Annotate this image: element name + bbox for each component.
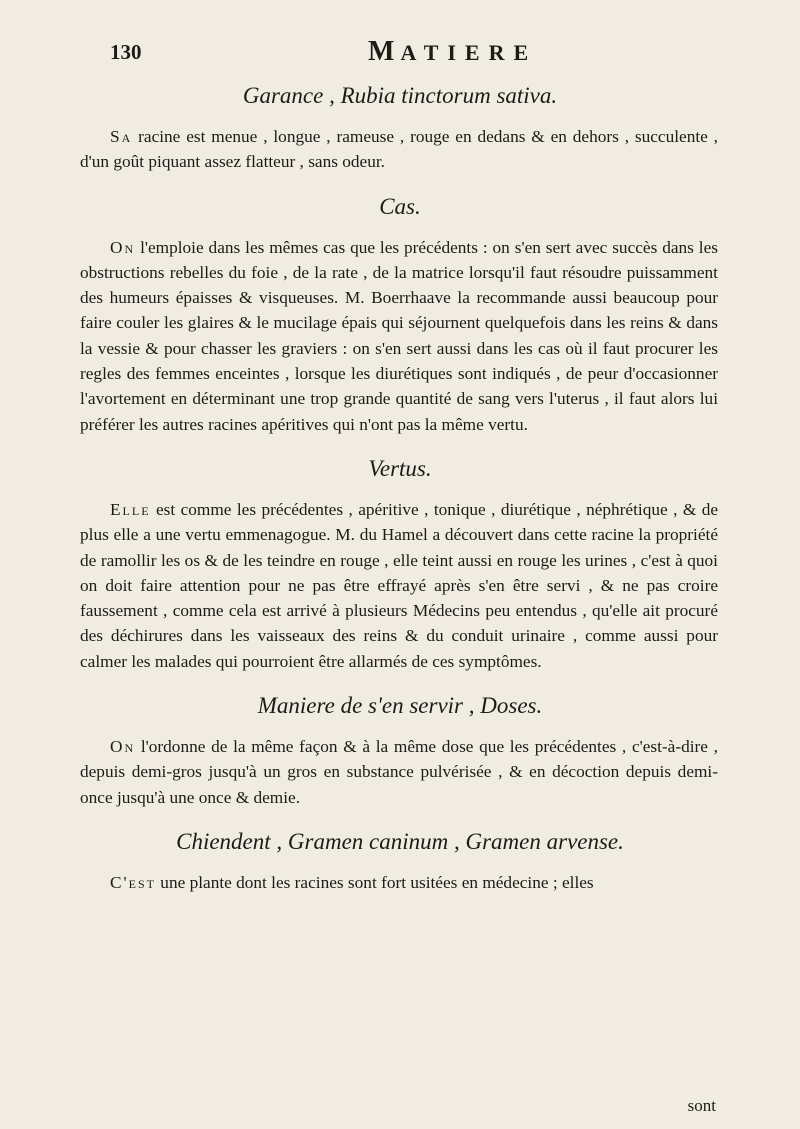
running-title-rest: ATIERE xyxy=(400,40,538,65)
section-heading-chiendent: Chiendent , Gramen caninum , Gramen arvense. xyxy=(176,828,624,854)
page-number: 130 xyxy=(110,40,142,64)
paragraph-lead: Sa xyxy=(110,127,133,146)
paragraph-chiendent xyxy=(80,870,718,895)
section-heading-cas: Cas. xyxy=(379,193,421,219)
paragraph-lead: Elle xyxy=(110,499,151,519)
paragraph-text: l'emploie dans les mêmes cas que les précédents : on s'en sert avec succès dans les obstructions rebelles du foie , de la rate , de la matrice lorsqu'il faut résoudre puissamment des humeurs épaisses & visqueuses. M. Boerrhaave la recommande aussi beaucoup pour faire couler les glaires & le mucilage épais qui séjournent quelquefois dans les reins & dans la vessie & pour chasser les graviers : on s'en sert aussi dans les cas où il faut procurer les regles des femmes enceintes , lorsque les diurétiques sont indiqués , de peur d'occasionner l'avortement en déterminant une trop grande quantité de sang vers l'uterus , il faut alors lui préférer les autres racines apéritives qui n'ont pas la même vertu. xyxy=(80,237,718,434)
paragraph-description xyxy=(80,124,718,175)
section-heading-garance: Garance , Rubia tinctorum sativa. xyxy=(242,83,558,108)
running-title xyxy=(368,36,537,68)
paragraph-text: est comme les précédentes , apéritive , tonique , diurétique , néphrétique , & de plus elle a une vertu emmenagogue. M. du Hamel a découvert dans cette racine la propriété de ramollir les os & de les teindre en rouge , elle teint aussi en rouge les urines , c'est à quoi on doit faire attention pour ne pas être effrayé après s'en être servi , & ne pas croire faussement , comme cela est arrivé à plusieurs Médecins peu entendus , qu'elle ait procuré des déchirures dans les vaisseaux des reins & du conduit urinaire , comme aussi pour calmer les malades qui pourroient être allarmés de ces symptômes. xyxy=(80,499,718,671)
section-heading-vertus: Vertus. xyxy=(368,455,432,481)
paragraph-text: l'ordonne de la même façon & à la même dose que les précédentes , c'est-à-dire , depuis demi-gros jusqu'à un gros en substance pulvérisée , & en décoction depuis demi-once jusqu'à une once & demie. xyxy=(80,737,718,807)
paragraph-text: racine est menue , longue , rameuse , rouge en dedans & en dehors , succulente , d'un goût piquant assez flatteur , sans odeur. xyxy=(80,127,718,172)
paragraph-vertus xyxy=(80,497,718,674)
paragraph-lead: On xyxy=(110,737,136,757)
running-title-initial: M xyxy=(368,36,401,67)
paragraph-lead: On xyxy=(110,237,136,257)
page-body xyxy=(0,74,800,895)
section-heading-doses: Maniere de s'en servir , Doses. xyxy=(257,693,543,719)
catchword: sont xyxy=(687,1096,716,1115)
page-header xyxy=(110,32,710,72)
paragraph-lead: C'est xyxy=(110,872,156,892)
paragraph-cas xyxy=(80,235,718,437)
paragraph-doses xyxy=(80,734,718,810)
paragraph-text: une plante dont les racines sont fort usitées en médecine ; elles xyxy=(155,872,594,892)
